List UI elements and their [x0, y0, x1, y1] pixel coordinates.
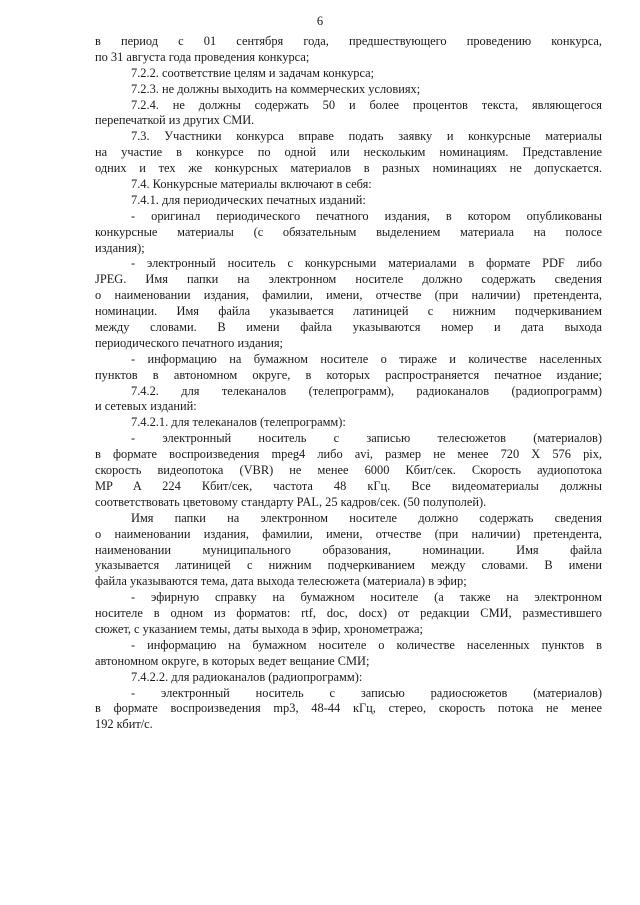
text-line: носителе в одном из форматов: rtf, doc, docx) от редакции СМИ, разместившего: [95, 606, 602, 621]
text-line: Имя папки на электронном носителе должно содержать сведения: [131, 510, 602, 525]
text-line: указывается латиницей с нижним подчеркиванием между словами. В имени: [95, 558, 602, 573]
document-body: [95, 34, 602, 733]
page-number: 6: [316, 14, 324, 28]
text-line: по 31 августа года проведения конкурса;: [95, 49, 310, 64]
text-line: - оригинал периодического печатного издания, в котором опубликованы: [131, 208, 602, 223]
text-line: 192 кбит/с.: [95, 717, 153, 732]
text-line: одних и тех же конкурсных материалов в разных номинациях не допускается.: [95, 161, 602, 176]
text-line: JPEG. Имя папки на электронном носителе должно содержать сведения: [95, 272, 602, 287]
text-line: - информацию на бумажном носителе о количестве населенных пунктов в: [131, 637, 602, 652]
text-line: MP A 224 Кбит/сек, частота 48 кГц. Все видеоматериалы должны: [95, 478, 602, 493]
text-line: между словами. В имени файла указываются номер и дата выхода: [95, 320, 602, 335]
text-line: наименовании муниципального образования, номинации. Имя файла: [95, 542, 602, 557]
text-line: издания);: [95, 240, 145, 255]
text-line: и сетевых изданий:: [95, 399, 197, 414]
text-line: о наименовании издания, фамилии, имени, отчестве (при наличии) претендента,: [95, 288, 602, 303]
text-line: 7.4.2. для телеканалов (телепрограмм), радиоканалов (радиопрограмм): [131, 383, 602, 398]
text-line: 7.4.2.1. для телеканалов (телепрограмм):: [131, 415, 346, 430]
text-line: пунктов в автономном округе, в которых распространяется печатное издание;: [95, 367, 602, 382]
text-line: 7.2.3. не должны выходить на коммерческих условиях;: [131, 81, 421, 96]
text-line: перепечаткой из других СМИ.: [95, 113, 255, 128]
text-line: конкурсные материалы (с обязательным выделением материала на полосе: [95, 224, 602, 239]
text-line: - электронный носитель с записью телесюжетов (материалов): [131, 431, 602, 446]
text-line: - электронный носитель с конкурсными материалами в формате PDF либо: [131, 256, 602, 271]
text-line: периодического печатного издания;: [95, 335, 283, 350]
text-line: 7.4.1. для периодических печатных изданий:: [131, 192, 366, 207]
text-line: скорость видеопотока (VBR) не менее 6000 Кбит/сек. Скорость аудиопотока: [95, 463, 602, 478]
text-line: - электронный носитель с записью радиосюжетов (материалов): [131, 685, 602, 700]
text-line: 7.4. Конкурсные материалы включают в себя:: [131, 177, 372, 192]
text-line: сюжет, с указанием темы, даты выхода в эфир, хронометража;: [95, 621, 423, 636]
text-line: в период с 01 сентября года, предшествующего проведению конкурса,: [95, 34, 602, 48]
text-line: в формате воспроизведения mpeg4 либо avi, размер не менее 720 X 576 pix,: [95, 447, 602, 462]
text-line: - информацию на бумажном носителе о тираже и количестве населенных: [131, 351, 602, 366]
text-line: в формате воспроизведения mp3, 48-44 кГц, стерео, скорость потока не менее: [95, 701, 602, 716]
text-line: номинации. Имя файла указывается латиницей с нижним подчеркиванием: [95, 304, 602, 319]
text-line: - эфирную справку на бумажном носителе (а также на электронном: [131, 590, 602, 605]
text-line: 7.3. Участники конкурса вправе подать заявку и конкурсные материалы: [131, 129, 602, 144]
text-line: файла указываются тема, дата выхода телесюжета (материала) в эфир;: [95, 574, 467, 589]
text-line: соответствовать цветовому стандарту PAL, 25 кадров/сек. (50 полуполей).: [95, 494, 487, 509]
text-line: автономном округе, в которых ведет вещание СМИ;: [95, 653, 370, 668]
text-line: 7.2.2. соответствие целям и задачам конкурса;: [131, 65, 375, 80]
text-line: 7.4.2.2. для радиоканалов (радиопрограмм):: [131, 669, 363, 684]
text-line: о наименовании издания, фамилии, имени, отчестве (при наличии) претендента,: [95, 526, 602, 541]
text-line: на участие в конкурсе по одной или нескольким номинациям. Представление: [95, 145, 602, 160]
text-line: 7.2.4. не должны содержать 50 и более процентов текста, являющегося: [131, 97, 602, 112]
